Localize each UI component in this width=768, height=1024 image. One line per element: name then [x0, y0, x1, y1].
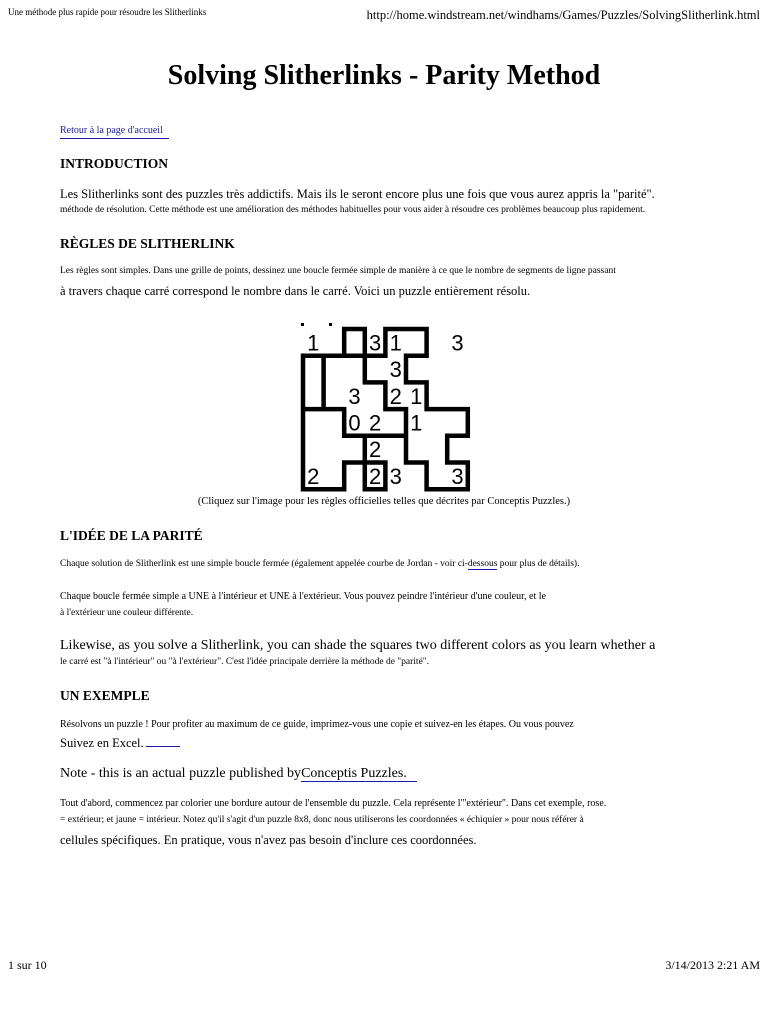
puzzle-clue: 3	[368, 330, 382, 356]
example-text-p3-line1: Tout d'abord, commencez par colorier une bordure autour de l'ensemble du puzzle. Cela représente l'"extérieur". Dans cet exemple, rose.	[60, 798, 607, 809]
example-note	[60, 766, 417, 782]
puzzle-clue: 2	[389, 383, 402, 409]
parity-text-p3-line2: le carré est "à l'intérieur" ou "à l'extérieur". C'est l'idée principale derrière la méthode de "parité".	[60, 657, 430, 667]
excel-text: Suivez en Excel.	[60, 736, 144, 750]
parity-text-p3-line1: Likewise, as you solve a Slitherlink, you can shade the squares two different colors as you learn whether a	[60, 638, 656, 653]
parity-text-p2-line2: à l'extérieur une couleur différente.	[60, 608, 194, 618]
page-number: 1 sur 10	[8, 958, 47, 972]
example-heading: UN EXEMPLE	[60, 688, 150, 703]
intro-text-line1: Les Slitherlinks sont des puzzles très addictifs. Mais ils le seront encore plus une fois que vous aurez appris la "parité".	[60, 187, 655, 201]
puzzle-clue: 1	[410, 383, 423, 409]
rules-heading: RÈGLES DE SLITHERLINK	[60, 236, 235, 251]
puzzle-clue: 1	[410, 410, 423, 436]
puzzle-clue: 3	[389, 463, 402, 489]
example-text-p3-line3: cellules spécifiques. En pratique, vous n'avez pas besoin d'inclure ces coordonnées.	[60, 833, 477, 847]
puzzle-clue: 3	[348, 383, 361, 409]
example-text-p3-line2: = extérieur; et jaune = intérieur. Notez qu'il s'agit d'un puzzle 8x8, donc nous utiliserons les coordonnées « échiquier » pour nous référer à	[60, 815, 584, 825]
puzzle-clue: 2	[368, 410, 382, 436]
conceptis-link[interactable]: Conceptis Puzzles.	[301, 766, 417, 782]
rules-text-line1: Les règles sont simples. Dans une grille de points, dessinez une boucle fermée simple de manière à ce que le nombre de segments de ligne passant	[60, 266, 616, 276]
puzzle-clue: 2	[368, 437, 382, 463]
example-text-p1-line2	[60, 736, 180, 751]
print-datetime: 3/14/2013 2:21 AM	[665, 958, 760, 972]
puzzle-clue: 0	[348, 410, 361, 436]
note-text: Note - this is an actual puzzle published by	[60, 766, 302, 781]
intro-heading: INTRODUCTION	[60, 156, 169, 171]
back-home-link[interactable]: Retour à la page d'accueil	[60, 125, 169, 139]
excel-link[interactable]	[146, 736, 180, 747]
puzzle-caption: (Cliquez sur l'image pour les règles officielles telles que décrites par Conceptis Puzzles.)	[197, 496, 571, 507]
parity-text-p2-line1: Chaque boucle fermée simple a UNE à l'intérieur et UNE à l'extérieur. Vous pouvez peindre l'intérieur d'une couleur, et le	[60, 591, 546, 602]
below-link[interactable]: dessous	[467, 559, 498, 569]
solved-puzzle-image[interactable]	[293, 317, 473, 495]
parity-p1-after: pour plus de détails).	[497, 559, 580, 569]
puzzle-clue: 2	[368, 463, 382, 489]
intro-text-line2: méthode de résolution. Cette méthode est une amélioration des méthodes habituelles pour vous aider à résoudre ces problèmes beaucoup plus rapidement.	[60, 205, 646, 215]
puzzle-clue: 2	[307, 463, 320, 489]
parity-heading: L'IDÉE DE LA PARITÉ	[60, 528, 203, 543]
puzzle-clue: 1	[307, 330, 320, 356]
header-url: http://home.windstream.net/windhams/Games/Puzzles/SolvingSlitherlink.html	[366, 8, 760, 22]
puzzle-clue: 1	[389, 330, 402, 356]
puzzle-clue: 3	[451, 463, 464, 489]
puzzle-clue: 3	[451, 330, 464, 356]
parity-text-p1	[60, 559, 579, 569]
puzzle-loop	[303, 329, 468, 489]
example-text-p1-line1: Résolvons un puzzle ! Pour profiter au maximum de ce guide, imprimez-vous une copie et suivez-en les étapes. Ou vous pouvez	[60, 719, 574, 730]
page-title: Solving Slitherlinks - Parity Method	[167, 60, 601, 91]
header-doc-title: Une méthode plus rapide pour résoudre les Slitherlinks	[8, 7, 207, 17]
parity-p1-before: Chaque solution de Slitherlink est une simple boucle fermée (également appelée courbe de Jordan - voir ci-	[60, 559, 468, 569]
puzzle-clue: 3	[389, 357, 402, 383]
rules-text-line2: à travers chaque carré correspond le nombre dans le carré. Voici un puzzle entièrement résolu.	[60, 284, 531, 298]
